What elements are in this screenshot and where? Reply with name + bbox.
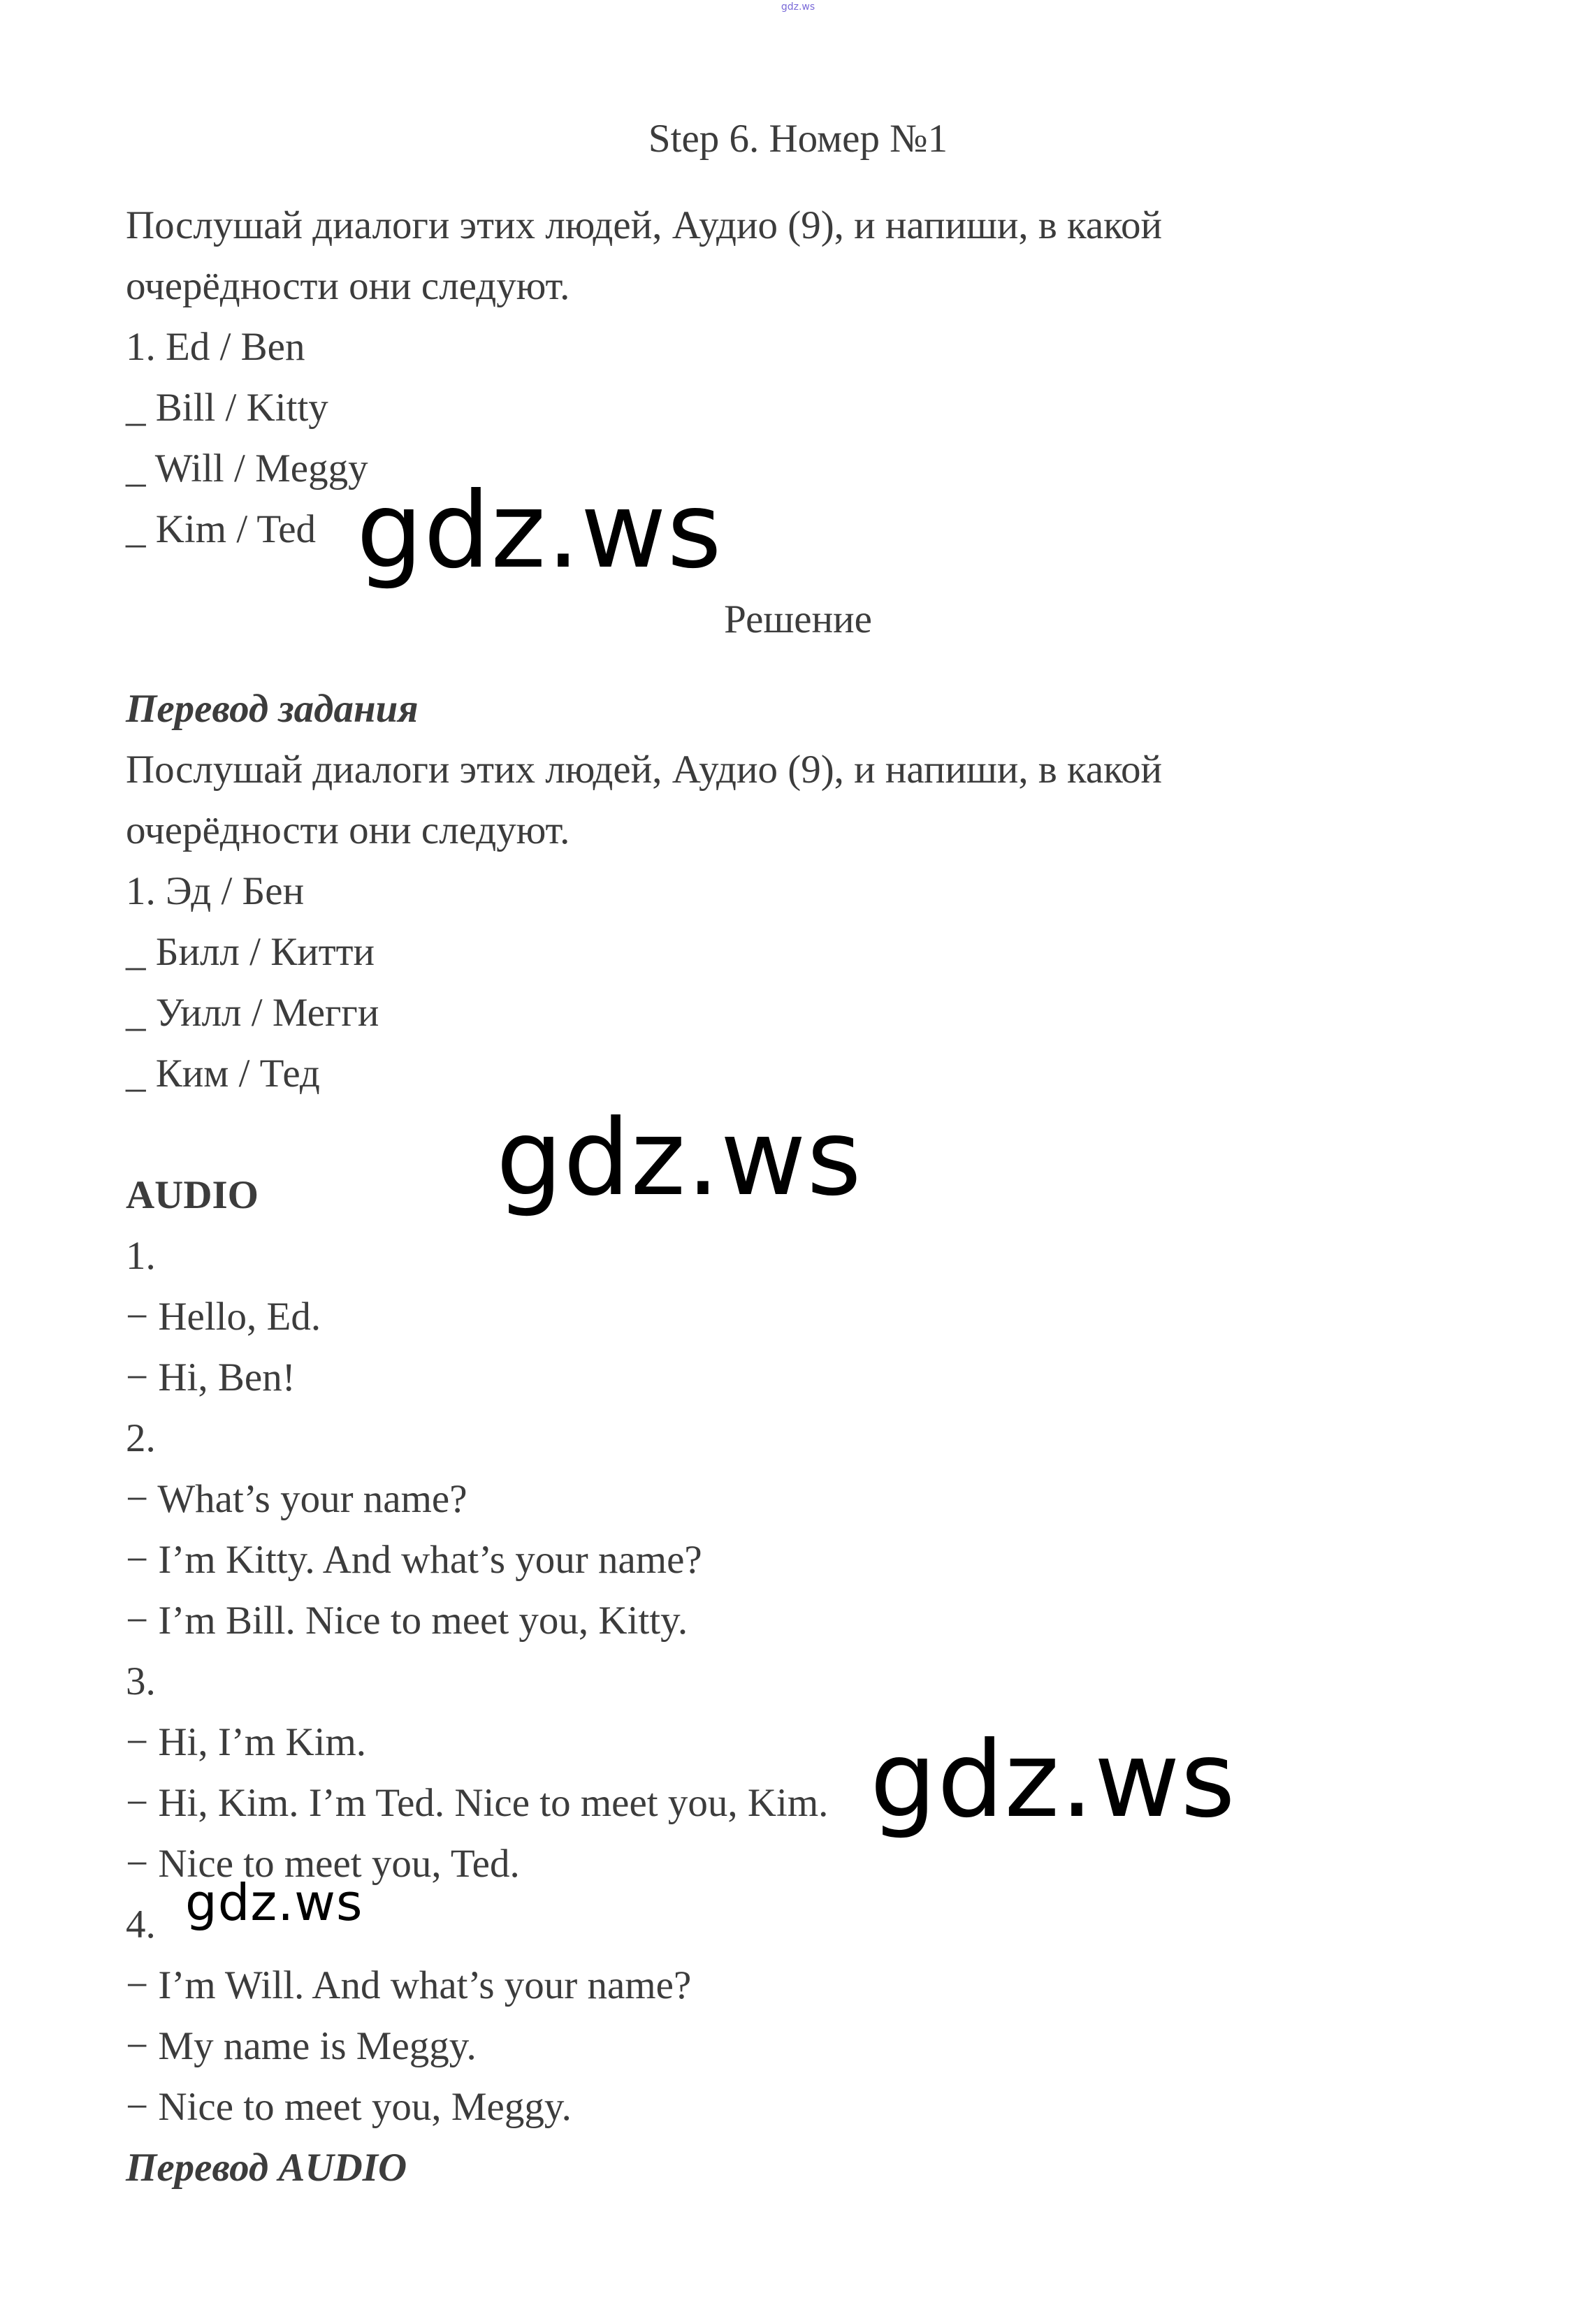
audio-translation-heading: Перевод AUDIO [126,2146,407,2190]
task-line-1: Послушай диалоги этих людей, Аудио (9), и напиши, в какой [126,203,1162,247]
audio-line: − Hello, Ed. [126,1295,321,1339]
translation-line-1: Послушай диалоги этих людей, Аудио (9), и напиши, в какой [126,748,1162,792]
translation-item: 1. Эд / Бен [126,869,305,913]
audio-line: − I’m Kitty. And what’s your name? [126,1538,702,1582]
translation-heading: Перевод задания [126,687,419,731]
task-item: _ Bill / Kitty [126,386,328,430]
task-line-2: очерёдности они следуют. [126,264,570,308]
audio-line: 1. [126,1234,156,1278]
top-watermark: gdz.ws [781,1,815,13]
audio-line: − I’m Bill. Nice to meet you, Kitty. [126,1599,688,1643]
audio-line: − Nice to meet you, Meggy. [126,2085,572,2129]
watermark-text: gdz.ws [496,1098,862,1219]
audio-line: − Nice to meet you, Ted. [126,1842,520,1886]
audio-line: 4. [126,1903,156,1947]
task-item: 1. Ed / Ben [126,325,305,369]
translation-item: _ Билл / Китти [126,930,375,974]
task-item: _ Kim / Ted [126,507,317,551]
audio-line: − Hi, Kim. I’m Ted. Nice to meet you, Kim. [126,1781,829,1825]
audio-line: − Hi, I’m Kim. [126,1720,367,1764]
watermark-text: gdz.ws [356,470,723,592]
translation-item: _ Уилл / Мегги [126,991,379,1035]
watermark-text: gdz.ws [185,1873,363,1932]
translation-line-2: очерёдности они следуют. [126,808,570,852]
audio-line: − Hi, Ben! [126,1355,296,1399]
page-title: Step 6. Номер №1 [648,117,948,161]
audio-line: 3. [126,1659,156,1703]
audio-line: 2. [126,1416,156,1460]
audio-line: − What’s your name? [126,1477,467,1521]
solution-label: Решение [724,597,872,641]
audio-line: − I’m Will. And what’s your name? [126,1963,692,2007]
task-item: _ Will / Meggy [126,446,368,490]
translation-item: _ Ким / Тед [126,1052,320,1096]
audio-line: − My name is Meggy. [126,2024,477,2068]
audio-heading: AUDIO [126,1173,259,1217]
watermark-text: gdz.ws [870,1719,1236,1841]
